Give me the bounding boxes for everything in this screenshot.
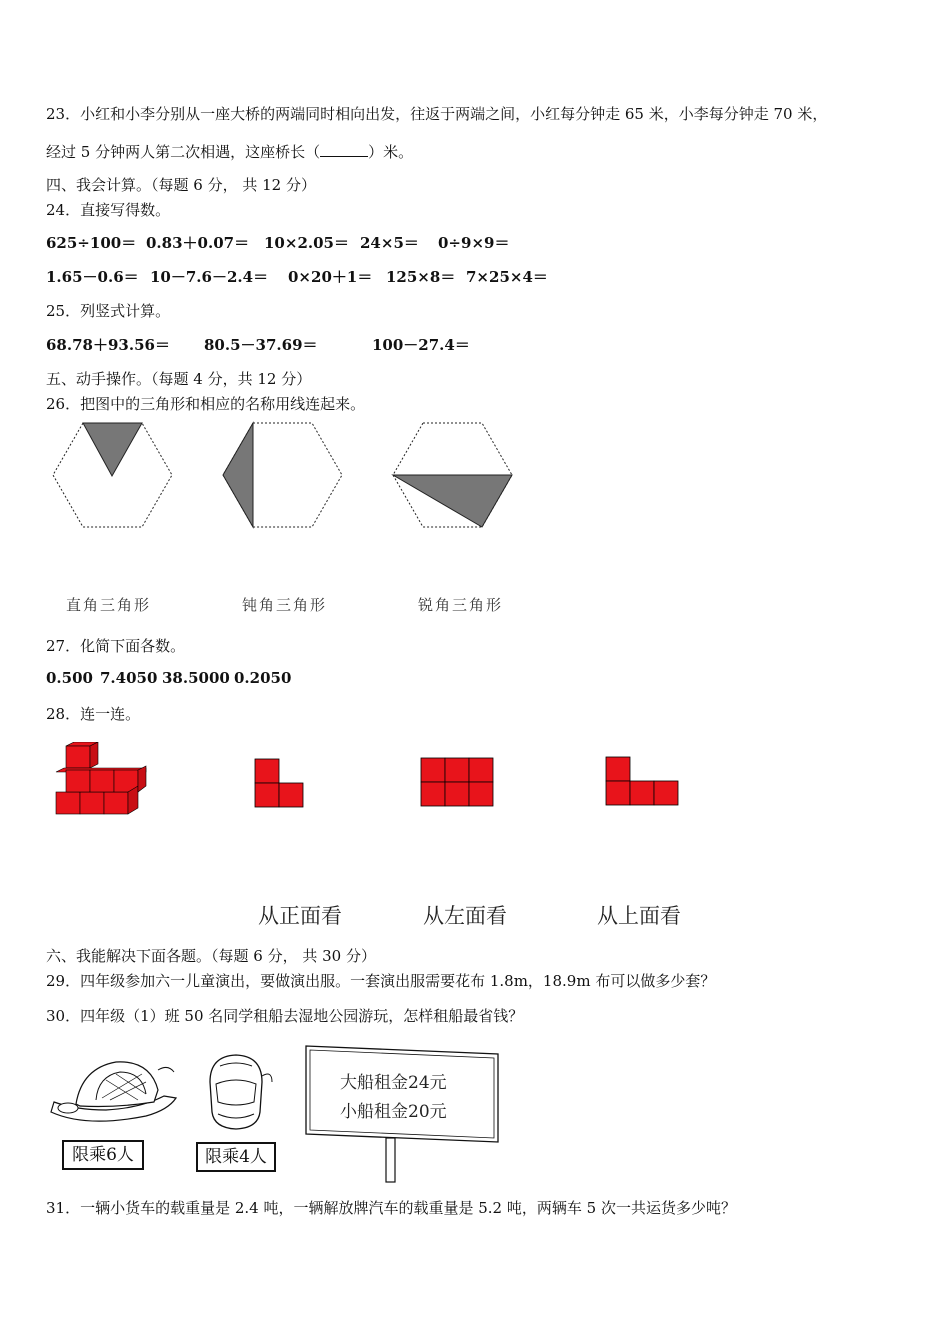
q29-text: 29．四年级参加六一儿童演出，要做演出服。一套演出服需要花布 1.8m，18.9m 布可以做多少套？ bbox=[46, 972, 716, 990]
q24-row2 bbox=[46, 266, 548, 287]
q24-row1 bbox=[46, 232, 509, 253]
q25-title: 25．列竖式计算。 bbox=[46, 302, 171, 320]
q23-line2 bbox=[46, 141, 413, 162]
view-left-label: 从左面看 bbox=[423, 904, 507, 928]
view-shape-l-small bbox=[254, 758, 306, 810]
cube-stack-figure bbox=[52, 742, 152, 818]
big-boat-capacity-tag: 限乘6人 bbox=[62, 1140, 144, 1170]
small-boat-capacity-tag: 限乘4人 bbox=[196, 1142, 276, 1172]
number-item: 0.2050 bbox=[234, 669, 292, 687]
view-shape-l-long bbox=[605, 756, 681, 808]
calc-item: 100－27.4＝ bbox=[372, 336, 470, 354]
q24-title: 24．直接写得数。 bbox=[46, 201, 171, 219]
q25-items bbox=[46, 334, 470, 355]
q27-items bbox=[46, 669, 291, 687]
q23-line1: 23．小红和小李分别从一座大桥的两端同时相向出发，往返于两端之间，小红每分钟走 65 米，小李每分钟走 70 米， bbox=[46, 105, 828, 123]
calc-item: 0×20＋1＝ bbox=[288, 268, 373, 286]
hexagon-figure-1 bbox=[50, 420, 175, 530]
q23-line2-pre: 经过 5 分钟两人第二次相遇，这座桥长（ bbox=[46, 143, 321, 161]
section-5-title: 五、动手操作。（每题 4 分，共 12 分） bbox=[46, 370, 312, 388]
calc-item: 24×5＝ bbox=[360, 234, 419, 252]
number-item: 0.500 bbox=[46, 669, 93, 687]
calc-item: 0÷9×9＝ bbox=[438, 234, 510, 252]
sign-big-boat-price: 大船租金24元 bbox=[340, 1073, 447, 1093]
big-boat-icon bbox=[46, 1050, 181, 1130]
calc-item: 625÷100＝ bbox=[46, 234, 137, 252]
q26-title: 26．把图中的三角形和相应的名称用线连起来。 bbox=[46, 395, 366, 413]
calc-item: 10×2.05＝ bbox=[264, 234, 349, 252]
calc-item: 68.78＋93.56＝ bbox=[46, 336, 170, 354]
calc-item: 1.65－0.6＝ bbox=[46, 268, 139, 286]
q28-title: 28．连一连。 bbox=[46, 705, 141, 723]
hexagon-figure-2 bbox=[220, 420, 345, 530]
small-boat-icon bbox=[200, 1052, 275, 1132]
label-obtuse-triangle: 钝角三角形 bbox=[242, 596, 328, 614]
calc-item: 0.83＋0.07＝ bbox=[146, 234, 250, 252]
section-6-title: 六、我能解决下面各题。（每题 6 分， 共 30 分） bbox=[46, 947, 376, 965]
sign-small-boat-price: 小船租金20元 bbox=[340, 1102, 447, 1122]
q31-text: 31．一辆小货车的载重量是 2.4 吨，一辆解放牌汽车的载重量是 5.2 吨，两辆车 5 次一共运货多少吨？ bbox=[46, 1199, 736, 1217]
answer-blank[interactable] bbox=[320, 142, 368, 157]
q30-text: 30．四年级（1）班 50 名同学租船去湿地公园游玩，怎样租船最省钱？ bbox=[46, 1007, 524, 1025]
q27-title: 27．化简下面各数。 bbox=[46, 637, 186, 655]
view-top-label: 从上面看 bbox=[597, 904, 681, 928]
number-item: 38.5000 bbox=[162, 669, 230, 687]
section-4-title: 四、我会计算。（每题 6 分， 共 12 分） bbox=[46, 176, 316, 194]
hexagon-figure-3 bbox=[390, 420, 515, 530]
label-acute-triangle: 锐角三角形 bbox=[418, 596, 504, 614]
calc-item: 125×8＝ bbox=[386, 268, 456, 286]
calc-item: 7×25×4＝ bbox=[466, 268, 548, 286]
view-front-label: 从正面看 bbox=[258, 904, 342, 928]
label-right-triangle: 直角三角形 bbox=[66, 596, 152, 614]
q23-line2-post: ）米。 bbox=[368, 143, 414, 161]
calc-item: 10－7.6－2.4＝ bbox=[150, 268, 269, 286]
number-item: 7.4050 bbox=[100, 669, 158, 687]
view-shape-rectangle bbox=[420, 757, 496, 809]
calc-item: 80.5－37.69＝ bbox=[204, 336, 318, 354]
